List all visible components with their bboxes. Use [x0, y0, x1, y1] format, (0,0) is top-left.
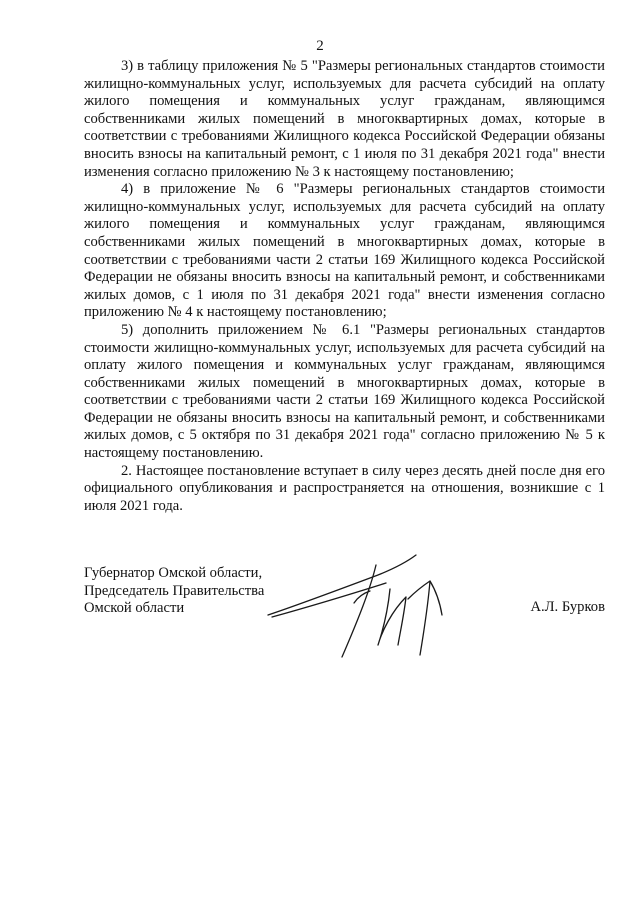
paragraph-effective-date: 2. Настоящее постановление вступает в силу через десять дней после дня его официального опубликования и распространяется на отношения, возникшие с 1 июля 2021 года.: [84, 462, 605, 514]
document-body: [84, 58, 605, 515]
signatory-name: А.Л. Бурков: [530, 599, 605, 615]
paragraph-item-5: 5) дополнить приложением № 6.1 "Размеры региональных стандартов стоимости жилищно-коммунальных услуг, используемых для расчета субсидий на оплату жилого помещения и коммунальных услуг гражданам, являющимся собственниками жилых помещений в многоквартирных домах, которые в соответствии с требованиями части 2 статьи 169 Жилищного кодекса Российской Федерации не обязаны вносить взносы на капитальный ремонт, и собственниками жилых домов, с 5 октября по 31 декабря 2021 года" согласно приложению № 5 к настоящему постановлению.: [84, 321, 605, 462]
paragraph-item-3: 3) в таблицу приложения № 5 "Размеры региональных стандартов стоимости жилищно-коммунальных услуг, используемых для расчета субсидий на оплату жилого помещения и коммунальных услуг гражданам, являющимся собственниками жилых помещений в многоквартирных домах, которые в соответствии с требованиями Жилищного кодекса Российской Федерации обязаны вносить взносы на капитальный ремонт, с 1 июля по 31 декабря 2021 года" внести изменения согласно приложению № 3 к настоящему постановлению;: [84, 58, 605, 180]
page-number: 2: [316, 38, 324, 54]
paragraph-item-4: 4) в приложение № 6 "Размеры региональных стандартов стоимости жилищно-коммунальных услуг, используемых для расчета субсидий на оплату жилого помещения и коммунальных услуг гражданам, являющимся собственниками жилых помещений в многоквартирных домах, которые в соответствии с требованиями части 2 статьи 169 Жилищного кодекса Российской Федерации не обязаны вносить взносы на капитальный ремонт, и собственниками жилых домов, с 1 июля по 31 декабря 2021 года" внести изменения согласно приложению № 4 к настоящему постановлению;: [84, 181, 605, 321]
signatory-title-line: Губернатор Омской области,: [84, 565, 263, 581]
handwritten-signature: [258, 545, 478, 665]
signatory-title-line: Председатель Правительства: [84, 582, 265, 599]
signatory-title-line: Омской области: [84, 600, 185, 617]
